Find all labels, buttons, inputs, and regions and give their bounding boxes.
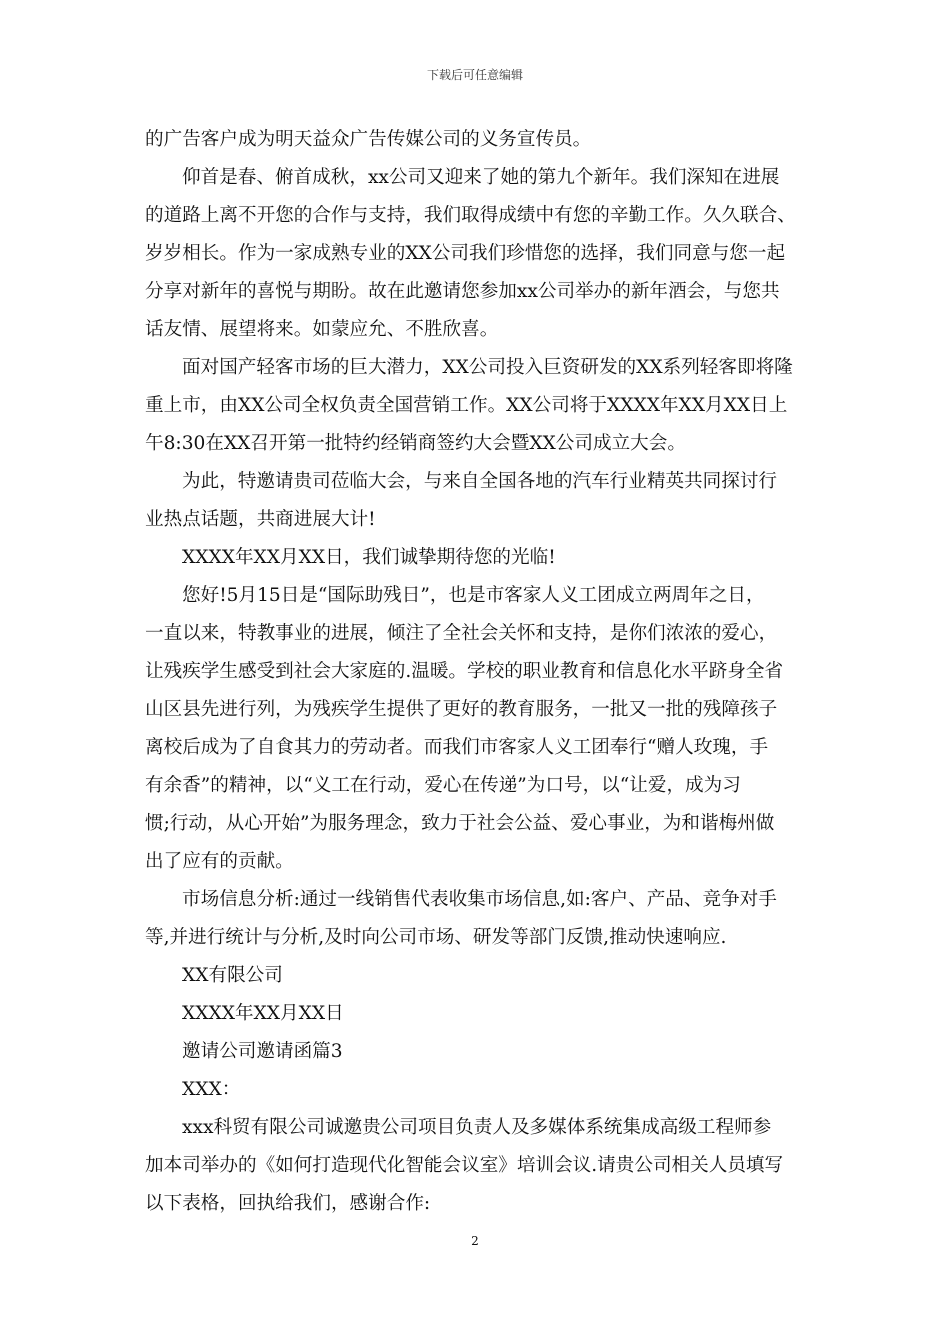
text-line: 惯;行动，从心开始”为服务理念，致力于社会公益、爱心事业，为和谐梅州做 xyxy=(145,813,775,834)
text-line: 邀请公司邀请函篇3 xyxy=(182,1041,343,1062)
text-line: 您好!5月15日是“国际助残日”，也是市客家人义工团成立两周年之日， xyxy=(182,585,765,606)
text-line: 午8:30在XX召开第一批特约经销商签约大会暨XX公司成立大会。 xyxy=(145,433,686,454)
text-line: 分享对新年的喜悦与期盼。故在此邀请您参加xx公司举办的新年酒会，与您共 xyxy=(145,281,780,302)
text-line: XX有限公司 xyxy=(182,965,283,986)
text-line: 的道路上离不开您的合作与支持，我们取得成绩中有您的辛勤工作。久久联合、 xyxy=(145,205,796,226)
text-line: 有余香”的精神，以“义工在行动，爱心在传递”为口号，以“让爱，成为习 xyxy=(145,775,741,796)
text-line: 市场信息分析:通过一线销售代表收集市场信息,如:客户、产品、竞争对手 xyxy=(182,889,777,910)
text-line: XXX： xyxy=(182,1079,241,1100)
text-line: 离校后成为了自食其力的劳动者。而我们市客家人义工团奉行“赠人玫瑰，手 xyxy=(145,737,769,758)
text-line: 的广告客户成为明天益众广告传媒公司的义务宣传员。 xyxy=(145,129,592,150)
page-header: 下载后可任意编辑 xyxy=(426,68,523,82)
page-number: 2 xyxy=(471,1234,479,1248)
text-line: 出了应有的贡献。 xyxy=(145,851,294,872)
text-line: 话友情、展望将来。如蒙应允、不胜欣喜。 xyxy=(145,319,499,340)
text-line: XXXX年XX月XX日 xyxy=(182,1003,344,1024)
text-line: 为此，特邀请贵司莅临大会，与来自全国各地的汽车行业精英共同探讨行 xyxy=(182,471,778,492)
text-line: 重上市，由XX公司全权负责全国营销工作。XX公司将于XXXX年XX月XX日上 xyxy=(145,395,788,416)
text-line: 山区县先进行列，为残疾学生提供了更好的教育服务，一批又一批的残障孩子 xyxy=(145,699,778,720)
text-line: 等,并进行统计与分析,及时向公司市场、研发等部门反馈,推动快速响应. xyxy=(145,927,727,948)
text-line: XXXX年XX月XX日，我们诚挚期待您的光临! xyxy=(182,547,556,568)
document-body xyxy=(145,121,810,1223)
text-line: xxx科贸有限公司诚邀贵公司项目负责人及多媒体系统集成高级工程师参 xyxy=(182,1117,772,1138)
text-line: 仰首是春、俯首成秋，xx公司又迎来了她的第九个新年。我们深知在进展 xyxy=(182,167,780,188)
text-line: 业热点话题，共商进展大计! xyxy=(145,509,376,530)
text-line: 一直以来，特教事业的进展，倾注了全社会关怀和支持，是你们浓浓的爱心， xyxy=(145,623,778,644)
text-line: 让残疾学生感受到社会大家庭的.温暖。学校的职业教育和信息化水平跻身全省 xyxy=(145,661,784,682)
text-line: 加本司举办的《如何打造现代化智能会议室》培训会议.请贵公司相关人员填写 xyxy=(145,1155,784,1176)
text-line: 以下表格，回执给我们，感谢合作: xyxy=(145,1193,431,1214)
text-line: 面对国产轻客市场的巨大潜力，XX公司投入巨资研发的XX系列轻客即将隆 xyxy=(182,357,793,378)
text-line: 岁岁相长。作为一家成熟专业的XX公司我们珍惜您的选择，我们同意与您一起 xyxy=(145,243,786,264)
